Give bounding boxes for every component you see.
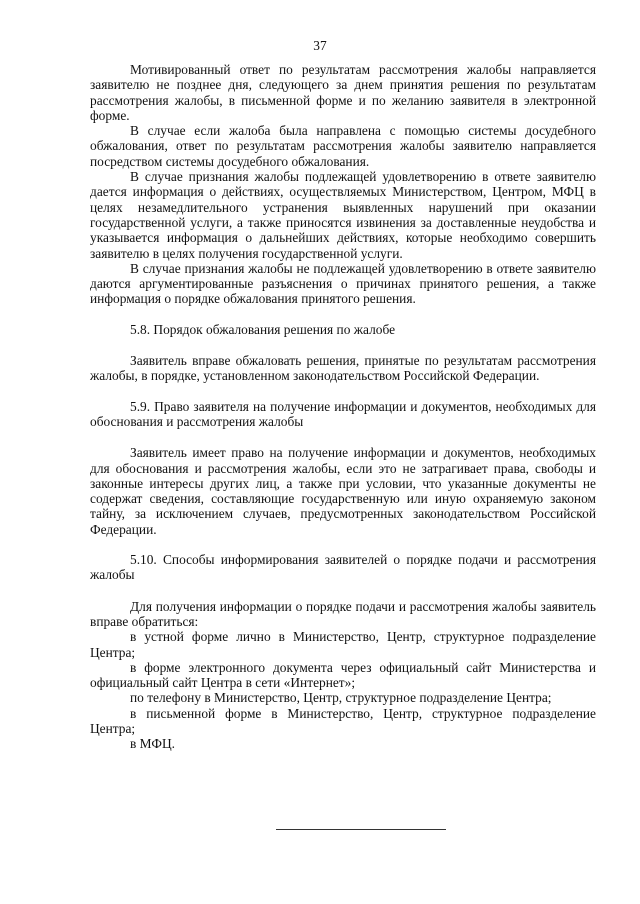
paragraph-pretrial-system: В случае если жалоба была направлена с помощью системы досудебного обжалования, ответ по результатам рассмотрения жалобы заявителю направляется посредством системы досудебного обжалования. xyxy=(90,123,596,169)
section-heading-5-9: 5.9. Право заявителя на получение информации и документов, необходимых для обоснования и рассмотрения жалобы xyxy=(90,398,596,429)
list-item-written-form: в письменной форме в Министерство, Центр, структурное подразделение Центра; xyxy=(90,705,596,736)
paragraph-how-to-obtain-info: Для получения информации о порядке подачи и рассмотрения жалобы заявитель вправе обратиться: xyxy=(90,598,596,629)
paragraph-complaint-satisfied: В случае признания жалобы подлежащей удовлетворению в ответе заявителю дается информация о действиях, осуществляемых Министерством, Центром, МФЦ в целях незамедлительного устранения выявленных нарушений при оказании государственной услуги, а также приносятся извинения за доставленные неудобства и указывается информация о дальнейших действиях, которые необходимо совершить заявителю в целях получения государственной услуги. xyxy=(90,169,596,261)
list-item-telephone: по телефону в Министерство, Центр, структурное подразделение Центра; xyxy=(130,690,552,706)
paragraph-complaint-rejected: В случае признания жалобы не подлежащей удовлетворению в ответе заявителю даются аргументированные разъяснения о причинах принятого решения, а также информация о порядке обжалования принятого решения. xyxy=(90,260,596,307)
list-item-mfc: в МФЦ. xyxy=(130,736,175,752)
paragraph-reasoned-answer: Мотивированный ответ по результатам рассмотрения жалобы направляется заявителю не позднее дня, следующего за днем принятия решения по результатам рассмотрения жалобы, в письменной форме и по желанию заявителя в электронной форме. xyxy=(90,62,596,123)
section-heading-5-10: 5.10. Способы информирования заявителей о порядке подачи и рассмотрения жалобы xyxy=(90,552,596,583)
document-body xyxy=(90,62,596,752)
paragraph-information-right: Заявитель имеет право на получение информации и документов, необходимых для обоснования и рассмотрения жалобы, если это не затрагивает права, свободы и законные интересы других лиц, а также при условии, что указанные документы не содержат сведения, составляющие государственную или иную охраняемую законом тайну, за исключением случаев, предусмотренных законодательством Российской Федерации. xyxy=(90,445,596,537)
list-item-oral-form: в устной форме лично в Министерство, Центр, структурное подразделение Центра; xyxy=(90,629,596,660)
list-item-electronic-form: в форме электронного документа через официальный сайт Министерства и официальный сайт Центра в сети «Интернет»; xyxy=(90,659,596,691)
end-separator-line xyxy=(276,829,446,830)
page-number: 37 xyxy=(313,38,327,53)
paragraph-appeal-right: Заявитель вправе обжаловать решения, принятые по результатам рассмотрения жалобы, в порядке, установленном законодательством Российской Федерации. xyxy=(90,353,596,384)
section-heading-5-8: 5.8. Порядок обжалования решения по жалобе xyxy=(130,321,396,337)
